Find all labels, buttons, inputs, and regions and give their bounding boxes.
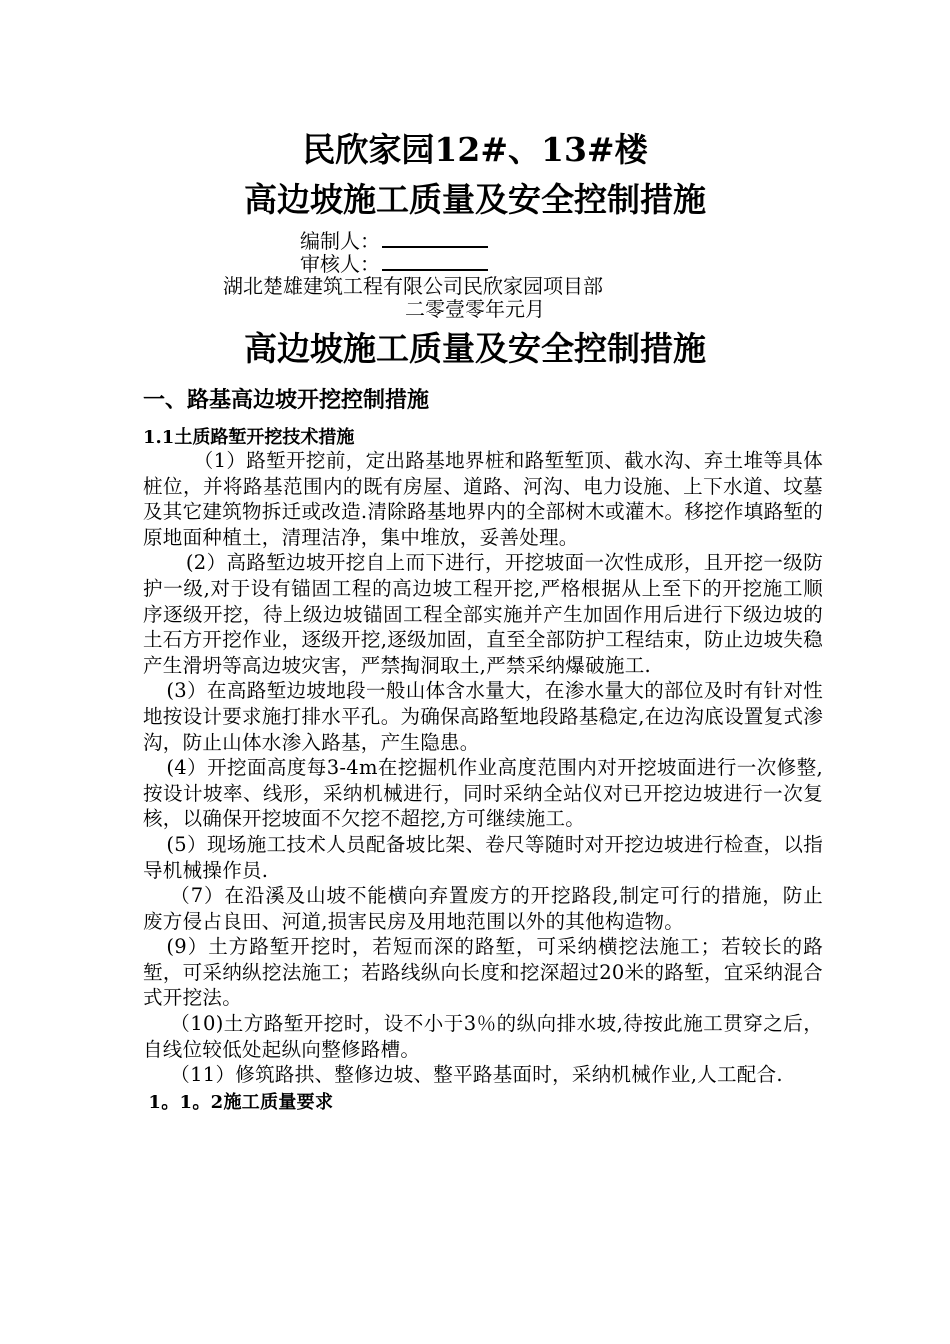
subsubsection-heading: 1。1。2施工质量要求	[148, 1091, 334, 1113]
body-text	[143, 448, 823, 1115]
paragraph: （10)土方路堑开挖时，设不小于3％的纵向排水坡,待按此施工贯穿之后，自线位较低处起纵向整修路槽。	[143, 1012, 823, 1061]
cover-title-line1: 民欣家园12#、13#楼	[302, 130, 648, 169]
reviewer-label: 审核人：	[300, 252, 380, 276]
cover-title-line2: 高边坡施工质量及安全控制措施	[244, 180, 706, 219]
compiler-line	[300, 228, 488, 253]
subsection-heading: 1.1土质路堑开挖技术措施	[143, 427, 355, 448]
document-date: 二零壹零年元月	[405, 297, 545, 321]
paragraph: (2）高路堑边坡开挖自上而下进行，开挖坡面一次性成形，且开挖一级防护一级,对于设有锚固工程的高边坡工程开挖,严格根据从上至下的开挖施工顺序逐级开挖，待上级边坡锚固工程全部实施并产生加固作用后进行下级边坡的土石方开挖作业，逐级开挖,逐级加固，直至全部防护工程结束，防止边坡失稳产生滑坍等高边坡灾害，严禁掏洞取土,严禁采纳爆破施工.	[143, 551, 823, 677]
paragraph: (3）在高路堑边坡地段一般山体含水量大，在渗水量大的部位及时有针对性地按设计要求施打排水平孔。为确保高路堑地段路基稳定,在边沟底设置复式渗沟，防止山体水渗入路基，产生隐患。	[143, 679, 823, 754]
paragraph: (4）开挖面高度每3-4m在挖掘机作业高度范围内对开挖坡面进行一次修整,按设计坡率、线形，采纳机械进行，同时采纳全站仪对已开挖边坡进行一次复核，以确保开挖坡面不欠挖不超挖,方可继续施工。	[143, 756, 823, 831]
reviewer-line	[300, 251, 488, 276]
paragraph: （7）在沿溪及山坡不能横向弃置废方的开挖路段,制定可行的措施，防止废方侵占良田、河道,损害民房及用地范围以外的其他构造物。	[143, 884, 823, 933]
section-heading: 一、路基高边坡开挖控制措施	[143, 387, 430, 413]
paragraph: （11）修筑路拱、整修边坡、整平路基面时，采纳机械作业,人工配合.	[170, 1063, 783, 1087]
paragraph: (5）现场施工技术人员配备坡比架、卷尺等随时对开挖边坡进行检查，以指导机械操作员.	[143, 832, 823, 882]
main-title: 高边坡施工质量及安全控制措施	[244, 329, 706, 368]
paragraph: (9）土方路堑开挖时，若短而深的路堑，可采纳横挖法施工；若较长的路堑，可采纳纵挖法施工；若路线纵向长度和挖深超过20米的路堑，宜采纳混合式开挖法。	[143, 935, 823, 1010]
compiler-blank	[382, 228, 488, 248]
reviewer-blank	[382, 251, 488, 271]
company-name: 湖北楚雄建筑工程有限公司民欣家园项目部	[223, 274, 603, 298]
compiler-label: 编制人：	[300, 229, 380, 253]
paragraph: （1）路堑开挖前，定出路基地界桩和路堑堑顶、截水沟、弃土堆等具体桩位，并将路基范围内的既有房屋、道路、河沟、电力设施、上下水道、坟墓及其它建筑物拆迁或改造.清除路基地界内的全部树木或灌木。移挖作填路堑的原地面种植土，清理洁净，集中堆放，妥善处理。	[143, 449, 823, 549]
